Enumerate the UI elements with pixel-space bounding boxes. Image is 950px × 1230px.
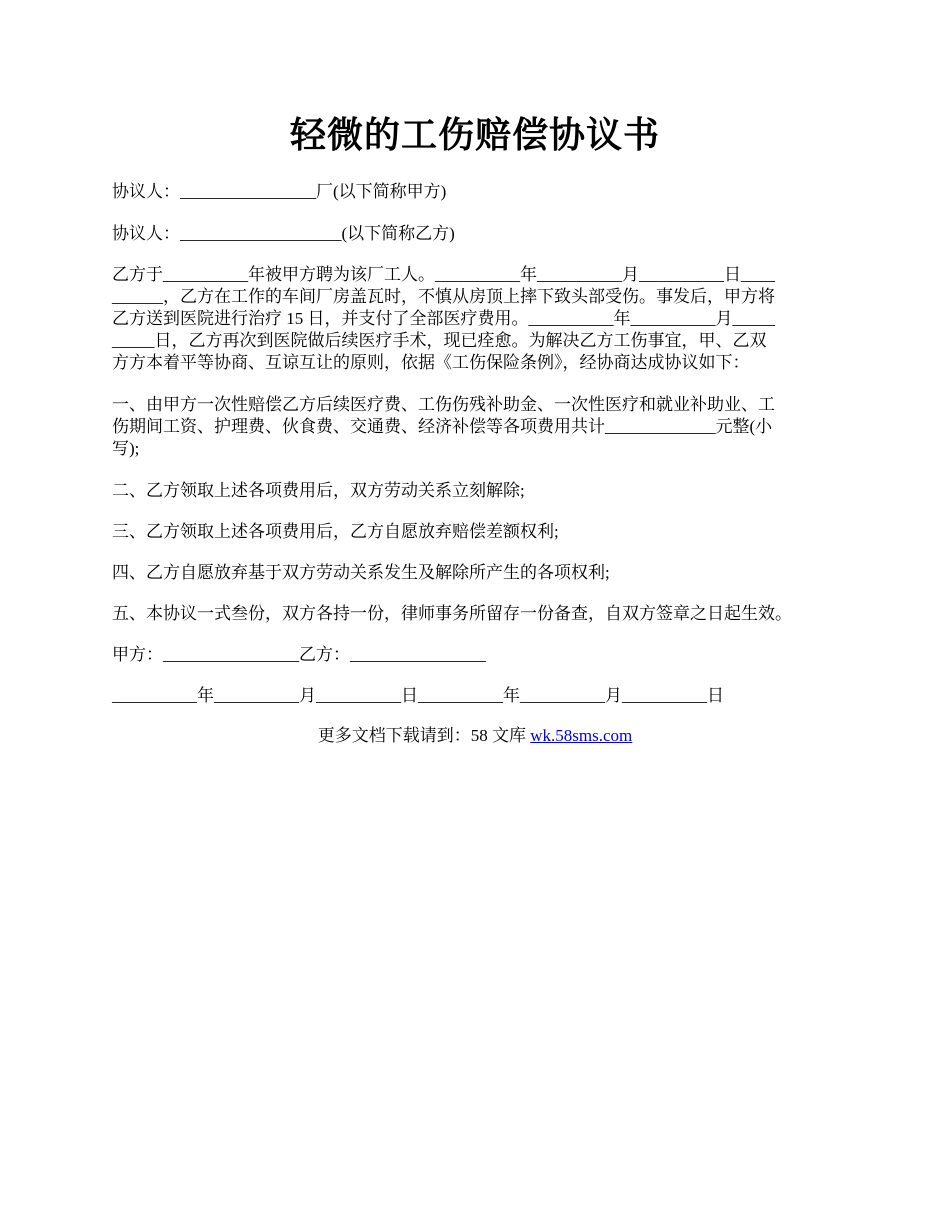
clause-4: 四、乙方自愿放弃基于双方劳动关系发生及解除所产生的各项权利; — [112, 563, 610, 582]
footer — [112, 725, 838, 747]
footer-link[interactable]: wk.58sms.com — [530, 726, 633, 745]
intro-line: 方方本着平等协商、互谅互让的原则，依据《工伤保险条例》，经协商达成协议如下： — [112, 353, 750, 372]
party-b-line: 协议人：___________________(以下简称乙方) — [112, 224, 455, 243]
intro-line: _____日，乙方再次到医院做后续医疗手术，现已痊愈。为解决乙方工伤事宜，甲、乙双 — [112, 331, 767, 350]
document-title: 轻微的工伤赔偿协议书 — [289, 115, 660, 155]
clause-2: 二、乙方领取上述各项费用后，双方劳动关系立刻解除; — [112, 481, 525, 500]
clause-1-line: 写); — [112, 439, 140, 458]
intro-line: ______，乙方在工作的车间厂房盖瓦时，不慎从房顶上摔下致头部受伤。事发后，甲方将 — [112, 287, 775, 306]
clause-1-line: 伤期间工资、护理费、伙食费、交通费、经济补偿等各项费用共计_____________元整(小 — [112, 417, 773, 436]
footer-prefix: 更多文档下载请到：58 文库 — [317, 726, 531, 745]
date-line: __________年__________月__________日__________年__________月__________日 — [112, 686, 724, 705]
clause-1-line: 一、由甲方一次性赔偿乙方后续医疗费、工伤伤残补助金、一次性医疗和就业补助业、工 — [112, 395, 775, 414]
party-a-line: 协议人：________________厂(以下简称甲方) — [112, 182, 447, 201]
intro-line: 乙方送到医院进行治疗 15 日，并支付了全部医疗费用。__________年__________月_____ — [112, 309, 775, 328]
clause-3: 三、乙方领取上述各项费用后，乙方自愿放弃赔偿差额权利; — [112, 522, 559, 541]
signature-line: 甲方：________________乙方：________________ — [112, 645, 486, 664]
intro-line: 乙方于__________年被甲方聘为该厂工人。__________年__________月__________日____ — [112, 265, 775, 284]
clause-5: 五、本协议一式叁份，双方各持一份，律师事务所留存一份备查，自双方签章之日起生效。 — [112, 604, 792, 623]
